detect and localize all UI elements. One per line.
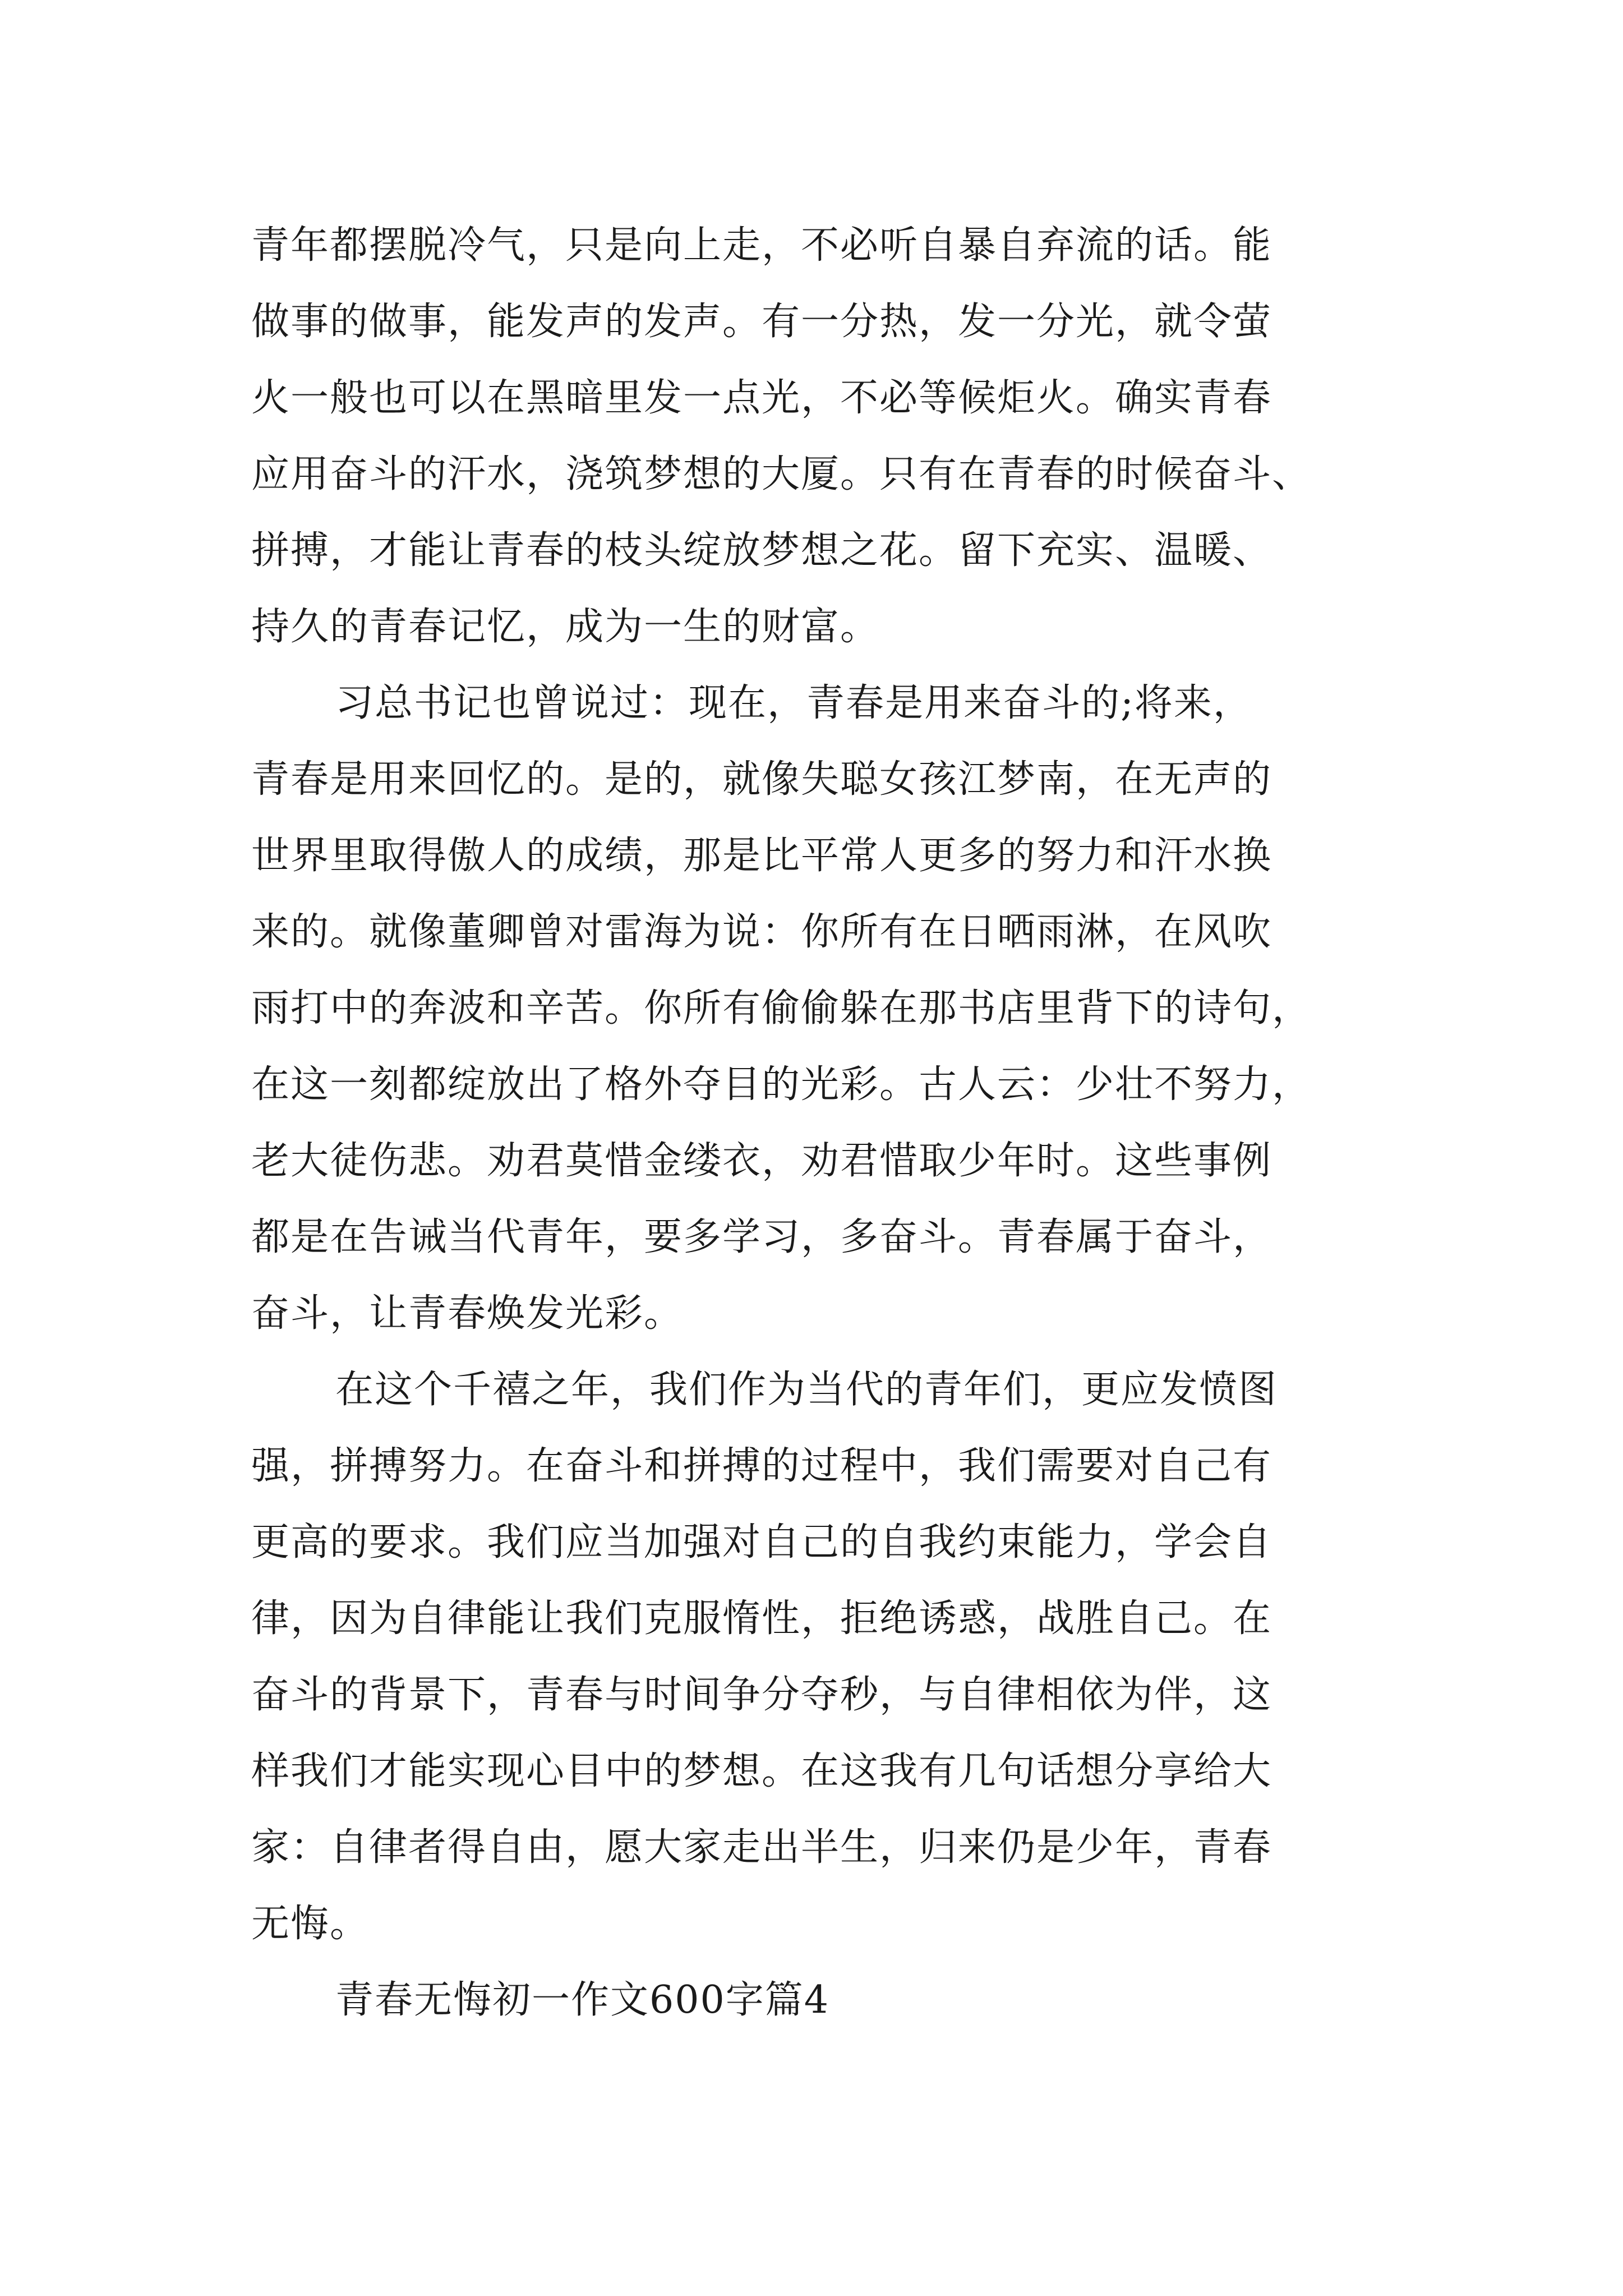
text-line: 奋斗，让青春焕发光彩。 [251,1291,684,1336]
text-line: 家：自律者得自由，愿大家走出半生，归来仍是少年，青春 [251,1825,1272,1870]
section-heading: 青春无悔初一作文600字篇4 [335,1978,830,2022]
text-line: 青年都摆脱冷气，只是向上走，不必听自暴自弃流的话。能 [251,223,1272,268]
text-line: 习总书记也曾说过：现在，青春是用来奋斗的;将来， [335,681,1252,725]
text-line: 老大徒伤悲。劝君莫惜金缕衣，劝君惜取少年时。这些事例 [251,1139,1272,1183]
text-line: 强，拼搏努力。在奋斗和拼搏的过程中，我们需要对自己有 [251,1444,1272,1488]
text-line: 青春是用来回忆的。是的，就像失聪女孩江梦南，在无声的 [251,757,1272,802]
text-line: 奋斗的背景下，青春与时间争分夺秒，与自律相依为伴，这 [251,1673,1272,1717]
text-line: 样我们才能实现心目中的梦想。在这我有几句话想分享给大 [251,1749,1272,1793]
paragraph-2 [251,665,1390,1352]
text-line: 做事的做事，能发声的发声。有一分热，发一分光，就令萤 [251,300,1272,344]
text-line: 来的。就像董卿曾对雷海为说：你所有在日晒雨淋，在风吹 [251,910,1272,954]
text-line: 无悔。 [251,1902,370,1946]
text-line: 在这个千禧之年，我们作为当代的青年们，更应发愤图 [335,1368,1278,1412]
text-line: 在这一刻都绽放出了格外夺目的光彩。古人云：少壮不努力， [251,1062,1312,1107]
text-line: 持久的青春记忆，成为一生的财富。 [251,605,880,649]
text-line: 都是在告诫当代青年，要多学习，多奋斗。青春属于奋斗， [251,1215,1272,1259]
paragraph-1 [251,208,1390,665]
text-line: 更高的要求。我们应当加强对自己的自我约束能力，学会自 [251,1520,1272,1565]
document-body [251,208,1390,2039]
text-line: 拼搏，才能让青春的枝头绽放梦想之花。留下充实、温暖、 [251,528,1272,573]
paragraph-3 [251,1352,1390,1962]
text-line: 世界里取得傲人的成绩，那是比平常人更多的努力和汗水换 [251,834,1272,878]
section-heading-container [251,1962,1390,2039]
text-line: 律，因为自律能让我们克服惰性，拒绝诱惑，战胜自己。在 [251,1596,1272,1641]
text-line: 应用奋斗的汗水，浇筑梦想的大厦。只有在青春的时候奋斗、 [251,452,1312,496]
text-line: 雨打中的奔波和辛苦。你所有偷偷躲在那书店里背下的诗句， [251,986,1312,1030]
text-line: 火一般也可以在黑暗里发一点光，不必等候炬火。确实青春 [251,376,1272,420]
